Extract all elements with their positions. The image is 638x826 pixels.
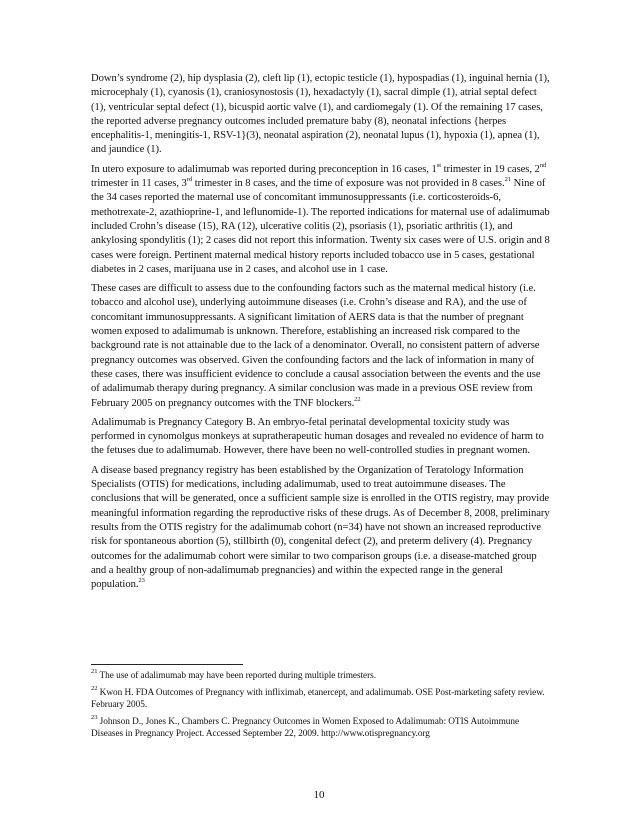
p2-text-c: trimester in 11 cases, 3 bbox=[91, 178, 187, 190]
paragraph-otis-registry bbox=[91, 464, 551, 593]
document-body bbox=[91, 72, 551, 597]
footnote-ref-22: 22 bbox=[354, 395, 361, 403]
p2-text-d: trimester in 8 cases, and the time of exposure was not provided in 8 cases. bbox=[192, 178, 505, 190]
paragraph-pregnancy-category: Adalimumab is Pregnancy Category B. An embryo-fetal perinatal developmental toxicity study was performed in cynomolgus monkeys at supratherapeutic human dosages and revealed no evidence of harm to the fetuses due to adalimumab. However, there have been no well-controlled studies in pregnant women. bbox=[91, 416, 544, 457]
paragraph-birth-defects: Down’s syndrome (2), hip dysplasia (2), cleft lip (1), ectopic testicle (1), hypospadias (1), inguinal hernia (1), microcephaly (1), cyanosis (1), craniosynostosis (1), hexadactyly (1), sacral dimple (1), atrial septal defect (1), ventricular septal defect (1), bicuspid aortic valve (1), and cardiomegaly (1). Of the remaining 17 cases, the reported adverse pregnancy outcomes included premature baby (8), neonatal infections {herpes encephalitis-1, meningitis-1, RSV-1}(3), neonatal aspiration (2), neonatal lupus (1), hypoxia (1), apnea (1), and jaundice (1). bbox=[91, 73, 550, 156]
paragraph-exposure-timing bbox=[91, 163, 551, 277]
superscript-nd: nd bbox=[539, 161, 547, 169]
p5-text: A disease based pregnancy registry has been established by the Organization of Teratology Information Specialists (OTIS) for medications, including adalimumab, used to treat autoimmune diseases. The conclusions that will be generated, once a sufficient sample size is enrolled in the OTIS registry, may provide meaningful information regarding the reproductive risks of these drugs. As of December 8, 2008, preliminary results from the OTIS registry for the adalimumab cohort (n=34) have not shown an increased reproductive risk for spontaneous abortion (5), stillbirth (0), congenital defect (2), and preterm delivery (4). Pregnancy outcomes for the adalimumab cohort were similar to two comparison groups (i.e. a disease-matched group and a healthy group of non-adalimumab pregnancies) and within the expected range in the general population. bbox=[91, 464, 550, 591]
paragraph-confounding-factors bbox=[91, 282, 551, 411]
footnote-number: 23 bbox=[91, 714, 98, 722]
superscript-st: st bbox=[436, 161, 442, 169]
footnote-divider bbox=[91, 664, 243, 665]
page-number: 10 bbox=[313, 789, 325, 801]
footnote-ref-21: 21 bbox=[504, 176, 511, 184]
p2-text-e: Nine of the 34 cases reported the maternal use of concomitant immunosuppressants (i.e. corticosteroids-6, methotrexate-2, azathioprine-1, and leflunomide-1). The reported indications for maternal use of adalimumab included Crohn’s disease (15), RA (12), ulcerative colitis (2), psoriasis (1), psoriatic arthritis (1), and ankylosing spondylitis (1); 2 cases did not report this information. Twenty six cases were of U.S. origin and 8 cases were foreign. Pertinent maternal medical history reports included tobacco use in 5 cases, gestational diabetes in 2 cases, marijuana use in 2 cases, and alcohol use in 1 case. bbox=[91, 178, 550, 275]
footnote-number: 22 bbox=[91, 685, 98, 692]
footnotes bbox=[91, 670, 551, 745]
footnote-ref-23: 23 bbox=[138, 577, 145, 585]
footnote-text: Johnson D., Jones K., Chambers C. Pregnancy Outcomes in Women Exposed to Adalimumab: OTIS Autoimmune Diseases in Pregnancy Project. Accessed September 22, 2009. http://www.otispregnancy.org bbox=[91, 716, 520, 740]
p3-text: These cases are difficult to assess due to the confounding factors such as the maternal medical history (i.e. tobacco and alcohol use), underlying autoimmune diseases (i.e. Crohn’s disease and RA), and the use of concomitant immunosuppressants. A significant limitation of AERS data is that the number of pregnant women exposed to adalimumab is unknown. Therefore, establishing an increased risk compared to the background rate is not attainable due to the lack of a denominator. Overall, no consistent pattern of adverse pregnancy outcomes was observed. Given the confounding factors and the lack of information in many of these cases, there was insufficient evidence to conclude a causal association between the events and the use of adalimumab therapy during pregnancy. A similar conclusion was made in a previous OSE review from February 2005 on pregnancy outcomes with the TNF blockers. bbox=[91, 283, 541, 409]
p2-text-b: trimester in 19 cases, 2 bbox=[441, 163, 540, 175]
footnote-23 bbox=[91, 716, 551, 741]
p2-text-a: In utero exposure to adalimumab was reported during preconception in 16 cases, 1 bbox=[91, 163, 437, 175]
footnote-text: Kwon H. FDA Outcomes of Pregnancy with infliximab, etanercept, and adalimumab. OSE Post-marketing safety review. February 2005. bbox=[91, 687, 545, 711]
footnote-22 bbox=[91, 687, 551, 712]
footnote-21 bbox=[91, 670, 551, 683]
superscript-rd: rd bbox=[186, 176, 193, 184]
footnote-number: 21 bbox=[91, 668, 98, 676]
footnote-text: The use of adalimumab may have been reported during multiple trimesters. bbox=[97, 671, 377, 681]
